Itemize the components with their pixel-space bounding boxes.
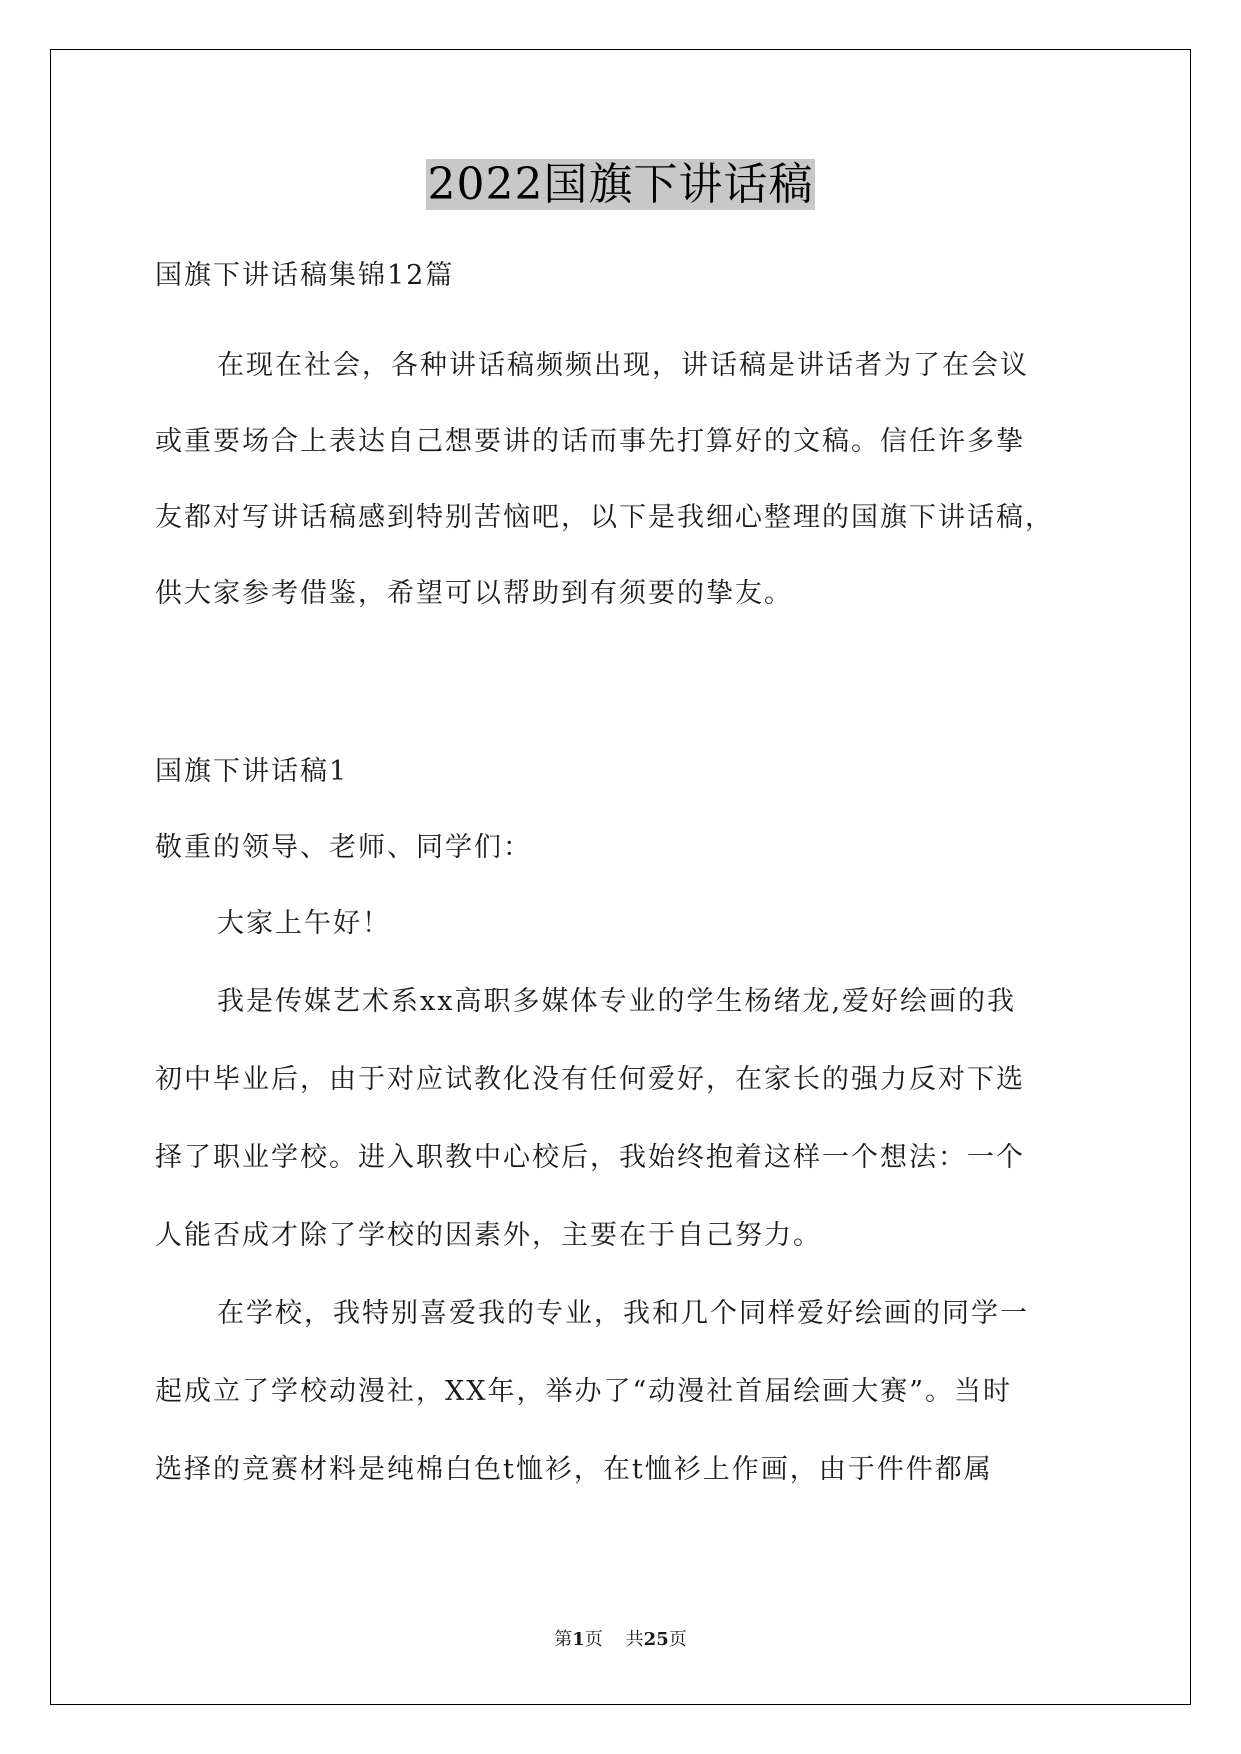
intro-paragraph-line: 供大家参考借鉴，希望可以帮助到有须要的挚友。 [155,578,793,609]
intro-paragraph-line: 或重要场合上表达自己想要讲的话而事先打算好的文稿。信任许多挚 [155,426,1025,457]
body-paragraph-line: 我是传媒艺术系xx高职多媒体专业的学生杨绪龙,爱好绘画的我 [217,986,1017,1017]
body-paragraph-line: 选择的竞赛材料是纯棉白色t恤衫，在t恤衫上作画，由于件件都属 [155,1454,993,1485]
body-paragraph-line: 择了职业学校。进入职教中心校后，我始终抱着这样一个想法：一个 [155,1142,1025,1173]
page-footer [0,1628,1241,1652]
body-paragraph-line: 起成立了学校动漫社，XX年，举办了“动漫社首届绘画大赛”。当时 [155,1376,1013,1407]
page-number: 1 [572,1629,585,1650]
total-prefix: 共 [625,1629,644,1650]
intro-paragraph-line: 在现在社会，各种讲话稿频频出现，讲话稿是讲话者为了在会议 [217,350,1029,381]
total-suffix: 页 [668,1629,687,1650]
section-heading: 国旗下讲话稿1 [155,756,349,787]
intro-paragraph-line: 友都对写讲话稿感到特别苦恼吧，以下是我细心整理的国旗下讲话稿， [155,502,1054,533]
document-title [0,158,1241,212]
total-pages: 25 [643,1629,669,1650]
document-title-text: 2022国旗下讲话稿 [427,159,814,210]
body-paragraph-line: 初中毕业后，由于对应试教化没有任何爱好，在家长的强力反对下选 [155,1064,1025,1095]
collection-heading: 国旗下讲话稿集锦12篇 [155,260,455,291]
page-prefix: 第 [554,1629,573,1650]
greeting: 大家上午好！ [217,908,391,939]
page-suffix: 页 [584,1629,603,1650]
salutation: 敬重的领导、老师、同学们： [155,832,532,863]
body-paragraph-line: 在学校，我特别喜爱我的专业，我和几个同样爱好绘画的同学一 [217,1298,1029,1329]
body-paragraph-line: 人能否成才除了学校的因素外，主要在于自己努力。 [155,1220,822,1251]
